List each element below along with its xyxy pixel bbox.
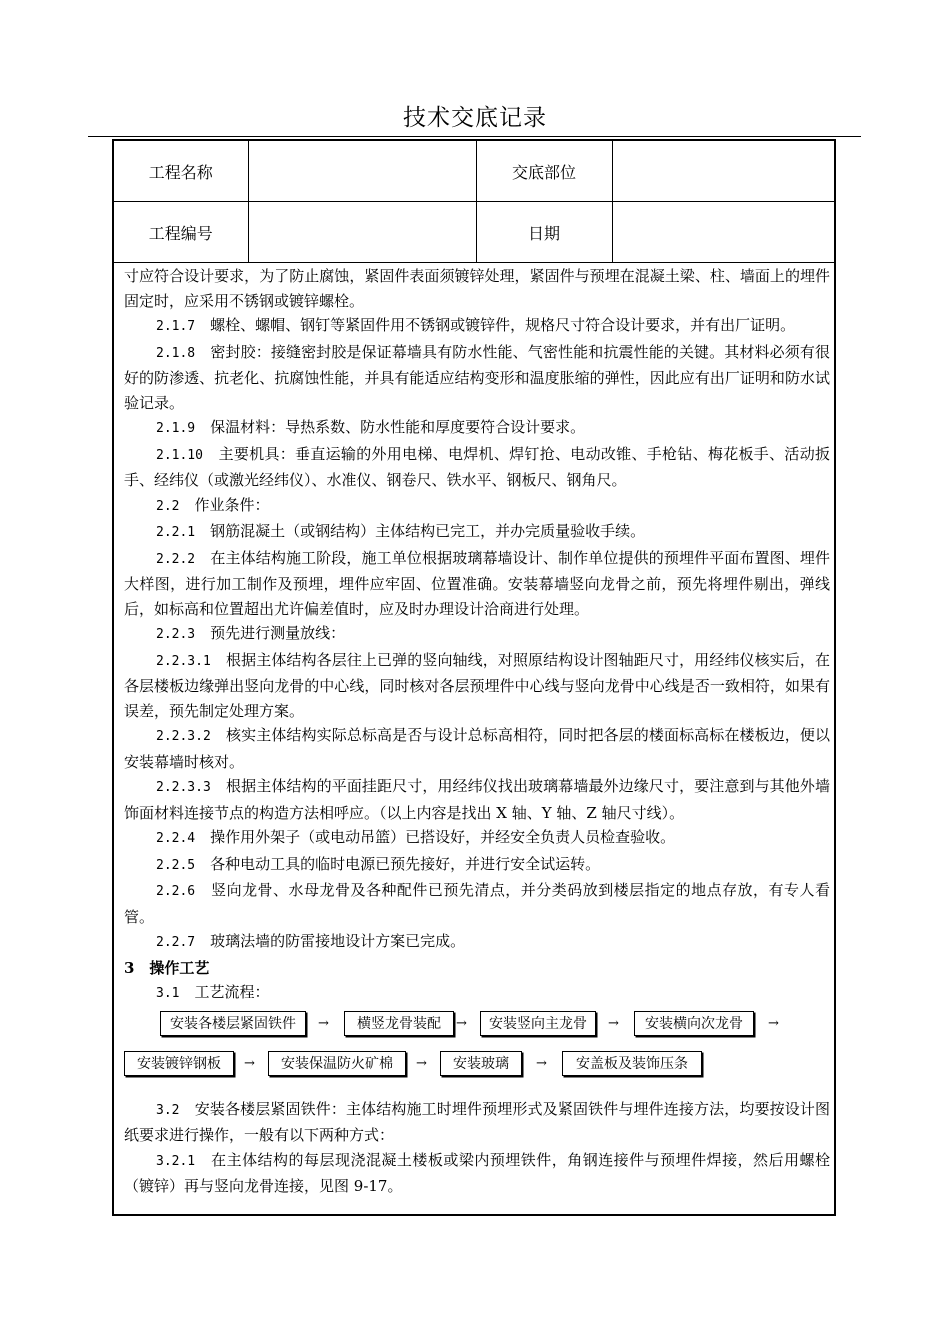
clause-text: 核实主体结构实际总标高是否与设计总标高相符，同时把各层的楼面标高标在楼板边，便以安装幕墙时核对。 xyxy=(124,726,830,771)
clause-number: 2.1.10 xyxy=(156,447,203,463)
paragraph xyxy=(124,723,830,774)
clause-number: 3.1 xyxy=(156,986,180,1001)
clause-text: 工艺流程： xyxy=(194,983,270,1001)
clause-text: 操作用外架子（或电动吊篮）已搭设好，并经安全负责人员检查验收。 xyxy=(210,828,676,846)
part-value xyxy=(612,141,834,202)
section-heading: 3 操作工艺 xyxy=(124,958,210,977)
clause-number: 2.2.2 xyxy=(156,551,196,567)
clause-number: 2.1.9 xyxy=(156,421,196,436)
clause-text: 在主体结构的每层现浇混凝土楼板或梁内预埋铁件，角钢连接件与预埋件焊接，然后用螺栓（镀锌）再与竖向龙骨连接，见图 9-17。 xyxy=(124,1150,830,1195)
flow-step: 安装玻璃 xyxy=(440,1051,522,1076)
date-value xyxy=(612,202,834,263)
flow-step: 安装镀锌钢板 xyxy=(124,1051,234,1076)
flow-step: 安装横向次龙骨 xyxy=(634,1011,754,1036)
clause-number: 2.1.7 xyxy=(156,319,196,334)
clause-text: 在主体结构施工阶段，施工单位根据玻璃幕墙设计、制作单位提供的预埋件平面布置图、埋件大样图，进行加工制作及预埋，埋件应牢固、位置准确。安装幕墙竖向龙骨之前，预先将埋件剔出，弹线后，如标高和位置超出尤许偏差值时，应及时办理设计洽商进行处理。 xyxy=(124,548,830,618)
clause-number: 2.2.1 xyxy=(156,525,196,540)
clause-text: 根据主体结构各层往上已弹的竖向轴线，对照原结构设计图轴距尺寸，用经纬仪核实后，在各层楼板边缘弹出竖向龙骨的中心线，同时核对各层预埋件中心线与竖向龙骨中心线是否一致相符，如果有误差，预先制定处理方案。 xyxy=(124,650,830,720)
flow-step: 安装各楼层紧固铁件 xyxy=(160,1011,306,1036)
clause-number: 2.1.8 xyxy=(156,345,196,361)
paragraph xyxy=(124,648,830,724)
clause-text: 竖向龙骨、水母龙骨及各种配件已预先清点，并分类码放到楼层指定的地点存放，有专人看管。 xyxy=(124,881,830,926)
clause-number: 3.2.1 xyxy=(156,1153,196,1169)
clause-text: 预先进行测量放线： xyxy=(210,624,346,642)
process-flow-row-2 xyxy=(124,1051,830,1081)
paragraph xyxy=(124,415,830,442)
flow-arrow: → xyxy=(456,1015,467,1031)
process-flow-row-1 xyxy=(124,1011,830,1041)
paragraph xyxy=(124,493,830,520)
date-label: 日期 xyxy=(476,202,612,263)
clause-text: 钢筋混凝土（或钢结构）主体结构已完工，并办完质量验收手续。 xyxy=(210,522,646,540)
clause-text: 螺栓、螺帽、钢钉等紧固件用不锈钢或镀锌件，规格尺寸符合设计要求，并有出厂证明。 xyxy=(210,316,796,334)
paragraph xyxy=(124,442,830,493)
clause-text: 各种电动工具的临时电源已预先接好，并进行安全试运转。 xyxy=(210,854,601,873)
paragraph xyxy=(124,519,830,546)
clause-number: 2.2.3.3 xyxy=(156,780,211,795)
flow-step: 安装保温防火矿棉 xyxy=(268,1051,406,1076)
clause-number: 2.2 xyxy=(156,498,180,514)
clause-number: 2.2.7 xyxy=(156,935,196,950)
part-label: 交底部位 xyxy=(476,141,612,202)
header-table xyxy=(114,141,834,263)
clause-text: 保温材料：导热系数、防水性能和厚度要符合设计要求。 xyxy=(210,418,586,436)
project-no-value xyxy=(248,202,476,263)
flow-arrow: → xyxy=(244,1055,255,1071)
clause-text: 主要机具：垂直运输的外用电梯、电焊机、焊钉抢、电动改锥、手枪钻、梅花板手、活动扳手、经纬仪（或激光经纬仪）、水准仪、钢卷尺、铁水平、钢板尺、钢角尺。 xyxy=(124,444,830,489)
paragraph xyxy=(124,621,830,648)
clause-number: 2.2.4 xyxy=(156,831,196,846)
paragraph xyxy=(124,774,830,825)
flow-step: 安装竖向主龙骨 xyxy=(480,1011,596,1036)
header-row-2 xyxy=(114,202,834,263)
clause-text: 密封胶：接缝密封胶是保证幕墙具有防水性能、气密性能和抗震性能的关键。其材料必须有很好的防渗透、抗老化、抗腐蚀性能，并具有能适应结构变形和温度胀缩的弹性，因此应有出厂证明和防水试验记录。 xyxy=(124,342,830,412)
paragraph xyxy=(124,313,830,340)
flow-arrow: → xyxy=(768,1015,779,1031)
paragraph xyxy=(124,980,830,1007)
flow-arrow: → xyxy=(318,1015,329,1031)
flow-arrow: → xyxy=(608,1015,619,1031)
clause-number: 2.2.6 xyxy=(156,884,196,899)
clause-number: 2.2.3.2 xyxy=(156,729,211,744)
clause-text: 玻璃法墙的防雷接地设计方案已完成。 xyxy=(210,932,466,950)
clause-text: 根据主体结构的平面挂距尺寸，用经纬仪找出玻璃幕墙最外边缘尺寸，要注意到与其他外墙饰面材料连接节点的构造方法相呼应。（以上内容是找出 X 轴、Y 轴、Z 轴尺寸线）。 xyxy=(124,777,830,822)
clause-number: 2.2.5 xyxy=(156,857,196,873)
document-title: 技术交底记录 xyxy=(403,105,547,131)
project-name-label: 工程名称 xyxy=(114,141,248,202)
flow-step: 横竖龙骨装配 xyxy=(344,1011,454,1036)
record-frame xyxy=(112,139,836,1216)
paragraph xyxy=(124,1097,830,1148)
paragraph xyxy=(124,546,830,622)
title-underline xyxy=(88,136,861,137)
project-no-label: 工程编号 xyxy=(114,202,248,263)
flow-step: 安盖板及装饰压条 xyxy=(562,1051,702,1076)
clause-text: 安装各楼层紧固铁件：主体结构施工时埋件预埋形式及紧固铁件与埋件连接方法，均要按设计图纸要求进行操作，一般有以下两种方式： xyxy=(124,1099,830,1144)
flow-arrow: → xyxy=(536,1055,547,1071)
clause-number: 2.2.3 xyxy=(156,627,196,642)
paragraph xyxy=(124,878,830,929)
paragraph: 寸应符合设计要求，为了防止腐蚀，紧固件表面须镀锌处理，紧固件与预埋在混凝土梁、柱、墙面上的埋件固定时，应采用不锈钢或镀锌螺栓。 xyxy=(124,267,830,310)
content-body xyxy=(124,264,830,1199)
paragraph xyxy=(124,1148,830,1199)
project-name-value xyxy=(248,141,476,202)
clause-number: 3.2 xyxy=(156,1102,180,1118)
flow-arrow: → xyxy=(416,1055,427,1071)
paragraph xyxy=(124,340,830,416)
paragraph xyxy=(124,852,830,879)
paragraph xyxy=(124,825,830,852)
clause-number: 2.2.3.1 xyxy=(156,653,211,669)
header-row-1 xyxy=(114,141,834,202)
paragraph xyxy=(124,929,830,956)
clause-text: 作业条件： xyxy=(194,495,270,514)
